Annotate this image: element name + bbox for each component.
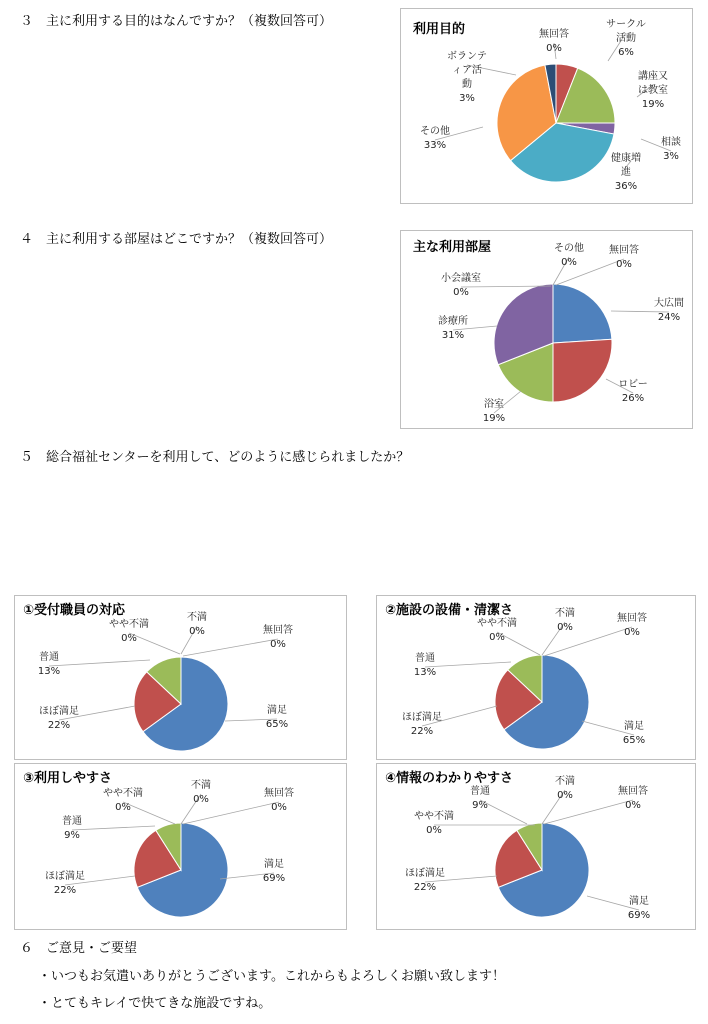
chart-title: ①受付職員の対応 <box>23 603 126 618</box>
slice-percent: 0% <box>121 633 137 644</box>
slice-percent: 69% <box>627 910 651 921</box>
slice-name: 普通 <box>39 652 59 663</box>
slice-name: 満足 <box>264 859 284 870</box>
chart-purpose <box>400 8 693 204</box>
slice-percent: 0% <box>270 639 286 650</box>
question-3: ３ 主に利用する目的はなんですか？（複数回答可） <box>20 14 333 29</box>
slice-percent: 22% <box>47 720 71 731</box>
slice-name: 無回答 <box>539 29 569 40</box>
slice-percent: 0% <box>557 790 573 801</box>
chart-facility <box>376 595 696 760</box>
slice-name: は教室 <box>638 85 668 96</box>
pie-slice-1 <box>553 339 612 402</box>
slice-name: やや不満 <box>103 788 143 799</box>
slice-percent: 22% <box>410 726 434 737</box>
pie-chart-reception <box>15 596 346 759</box>
slice-percent: 3% <box>663 151 679 162</box>
slice-percent: 0% <box>546 43 562 54</box>
slice-percent: 24% <box>657 312 681 323</box>
slice-name: 満足 <box>629 896 649 907</box>
slice-name: やや不満 <box>477 618 517 629</box>
slice-name: ほぼ満足 <box>405 868 445 879</box>
slice-name: やや不満 <box>414 811 454 822</box>
slice-label-2 <box>629 69 677 113</box>
pie-chart-rooms <box>401 231 692 428</box>
slice-percent: 0% <box>271 802 287 813</box>
slice-name: 無回答 <box>618 786 648 797</box>
slice-percent: 22% <box>53 885 77 896</box>
slice-percent: 0% <box>426 825 442 836</box>
pie-chart-purpose <box>401 9 692 203</box>
slice-name: ロビー <box>618 379 648 390</box>
question-5: ５ 総合福祉センターを利用して、どのように感じられましたか？ <box>20 450 410 465</box>
slice-label-1 <box>602 17 650 61</box>
slice-name: 浴室 <box>484 399 504 410</box>
slice-label-4 <box>177 778 225 824</box>
slice-name: 動 <box>462 79 472 90</box>
slice-name: 無回答 <box>617 613 647 624</box>
slice-label-1 <box>606 377 657 407</box>
slice-name: 不満 <box>555 608 575 619</box>
chart-reception <box>14 595 347 760</box>
pie-chart-facility <box>377 596 695 759</box>
comment-1: ・いつもお気遣いありがとうございます。これからもよろしくお願い致します！ <box>38 969 505 984</box>
slice-label-4 <box>541 774 589 824</box>
question-4: ４ 主に利用する部屋はどこですか？（複数回答可） <box>20 232 333 247</box>
slice-name: 講座又 <box>638 71 668 82</box>
slice-label-1 <box>398 706 497 740</box>
slice-percent: 13% <box>413 667 437 678</box>
slice-name: 診療所 <box>438 316 468 327</box>
slice-name: 相談 <box>661 137 681 148</box>
slice-percent: 26% <box>621 393 645 404</box>
slice-name: サークル <box>606 19 646 30</box>
slice-label-4 <box>173 610 221 654</box>
slice-name: 満足 <box>624 721 644 732</box>
slice-label-3 <box>105 617 180 654</box>
slice-name: ほぼ満足 <box>402 712 442 723</box>
slice-name: 活動 <box>616 33 636 44</box>
slice-percent: 0% <box>625 800 641 811</box>
slice-percent: 0% <box>189 626 205 637</box>
pie-chart-information <box>377 764 695 929</box>
slice-percent: 65% <box>265 719 289 730</box>
slice-name: 普通 <box>415 653 435 664</box>
slice-name: ほぼ満足 <box>39 706 79 717</box>
slice-label-4 <box>541 606 589 655</box>
slice-percent: 69% <box>262 873 286 884</box>
chart-title: ②施設の設備・清潔さ <box>385 603 514 618</box>
chart-information <box>376 763 696 930</box>
slice-percent: 0% <box>624 627 640 638</box>
slice-name: 大広間 <box>654 298 684 309</box>
slice-name: その他 <box>554 243 584 254</box>
pie-slice-0 <box>553 284 612 343</box>
slice-name: 無回答 <box>264 788 294 799</box>
slice-percent: 0% <box>115 802 131 813</box>
slice-percent: 0% <box>193 794 209 805</box>
slice-name: 普通 <box>62 816 82 827</box>
slice-name: 不満 <box>191 780 211 791</box>
chart-usability <box>14 763 347 930</box>
slice-percent: 19% <box>641 99 665 110</box>
slice-name: 健康増 <box>611 153 641 164</box>
slice-label-2 <box>456 784 527 824</box>
slice-label-5 <box>411 124 483 154</box>
slice-name: ィア活 <box>452 65 482 76</box>
slice-label-3 <box>99 786 175 824</box>
slice-name: 不満 <box>555 776 575 787</box>
chart-rooms <box>400 230 693 429</box>
slice-name: 無回答 <box>609 245 639 256</box>
slice-label-0 <box>530 27 578 59</box>
slice-label-3 <box>429 314 497 344</box>
slice-percent: 0% <box>561 257 577 268</box>
slice-label-2 <box>470 391 521 427</box>
chart-title: 利用目的 <box>413 22 466 37</box>
slice-percent: 3% <box>459 93 475 104</box>
slice-label-0 <box>582 719 658 749</box>
slice-label-1 <box>401 866 497 896</box>
slice-name: 普通 <box>470 786 490 797</box>
slice-label-2 <box>25 650 150 680</box>
slice-label-0 <box>225 703 301 733</box>
slice-name: その他 <box>420 126 450 137</box>
slice-name: 無回答 <box>263 625 293 636</box>
slice-label-0 <box>587 894 663 924</box>
slice-name: 進 <box>621 167 631 178</box>
slice-percent: 13% <box>37 666 61 677</box>
slice-percent: 0% <box>489 632 505 643</box>
slice-percent: 36% <box>614 181 638 192</box>
slice-percent: 33% <box>423 140 447 151</box>
slice-percent: 22% <box>413 882 437 893</box>
slice-percent: 9% <box>472 800 488 811</box>
slice-percent: 19% <box>482 413 506 424</box>
slice-label-1 <box>41 869 135 899</box>
slice-name: 不満 <box>187 612 207 623</box>
slice-percent: 0% <box>453 287 469 298</box>
slice-percent: 0% <box>557 622 573 633</box>
comment-2: ・とてもキレイで快てきな施設ですね。 <box>38 996 272 1011</box>
slice-percent: 31% <box>441 330 465 341</box>
slice-name: 満足 <box>267 705 287 716</box>
slice-label-0 <box>611 296 692 326</box>
pie-chart-usability <box>15 764 346 929</box>
slice-label-1 <box>35 704 135 734</box>
slice-name: ほぼ満足 <box>45 871 85 882</box>
slice-label-0 <box>220 857 298 887</box>
slice-label-2 <box>48 814 155 844</box>
slice-label-5 <box>545 241 593 285</box>
slice-name: やや不満 <box>109 619 149 630</box>
slice-name: 小会議室 <box>441 273 481 284</box>
slice-label-4 <box>602 151 650 195</box>
slice-percent: 65% <box>622 735 646 746</box>
question-6: ６ ご意見・ご要望 <box>20 941 138 956</box>
slice-percent: 0% <box>616 259 632 270</box>
slice-label-3 <box>473 616 540 655</box>
chart-title: ③利用しやすさ <box>23 771 113 786</box>
slice-label-2 <box>401 651 511 681</box>
chart-title: 主な利用部屋 <box>413 240 492 255</box>
slice-percent: 6% <box>618 47 634 58</box>
slice-name: ボランテ <box>447 51 487 62</box>
slice-percent: 9% <box>64 830 80 841</box>
chart-title: ④情報のわかりやすさ <box>385 771 514 786</box>
